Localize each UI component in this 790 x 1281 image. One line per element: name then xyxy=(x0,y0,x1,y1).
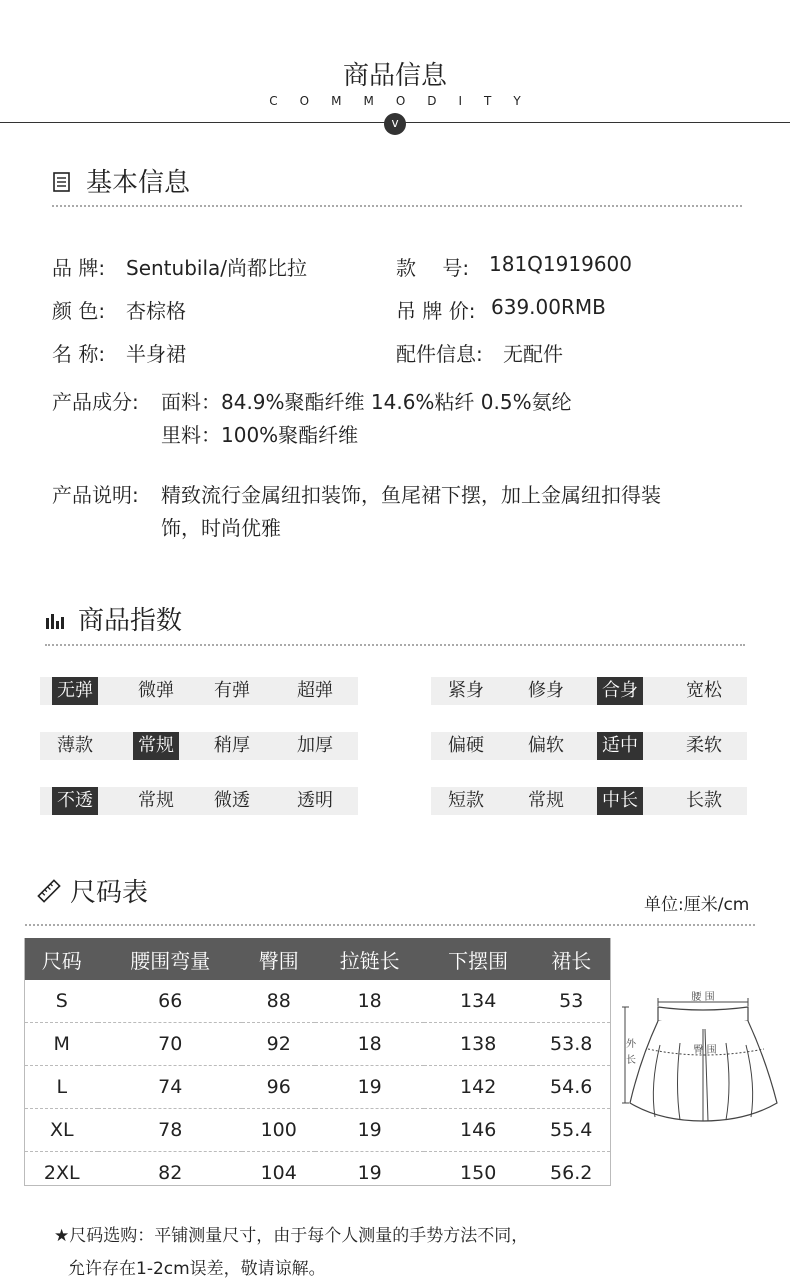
size-cell: 19 xyxy=(315,1109,423,1152)
index-option-left: 稍厚 xyxy=(214,735,250,756)
ruler-icon xyxy=(37,879,61,903)
composition-line-1: 面料：84.9%聚酯纤维 14.6%粘纤 0.5%氨纶 xyxy=(161,390,572,414)
index-option-left: 不透 xyxy=(52,787,98,815)
page-subtitle: COMMODITY xyxy=(269,94,543,108)
size-cell: 70 xyxy=(98,1023,241,1066)
size-cell: 19 xyxy=(315,1066,423,1109)
size-cell: 54.6 xyxy=(532,1066,610,1109)
description-line-2: 饰，时尚优雅 xyxy=(161,516,281,540)
index-option-right: 修身 xyxy=(528,680,564,701)
size-cell: 53 xyxy=(532,980,610,1023)
index-option-right: 中长 xyxy=(597,787,643,815)
index-option-right: 宽松 xyxy=(686,680,722,701)
diagram-waist-label: 腰 围 xyxy=(691,992,715,1003)
unit-label: 单位:厘米/cm xyxy=(644,895,750,915)
tag-price-label: 吊 牌 价: xyxy=(396,299,476,323)
index-option-right: 偏软 xyxy=(528,735,564,756)
size-cell: 96 xyxy=(242,1066,315,1109)
size-cell: 18 xyxy=(315,1023,423,1066)
index-option-left: 有弹 xyxy=(214,680,250,701)
index-option-left: 常规 xyxy=(133,732,179,760)
index-option-left: 超弹 xyxy=(297,680,333,701)
size-cell: 55.4 xyxy=(532,1109,610,1152)
brand-value: Sentubila/尚都比拉 xyxy=(126,256,307,280)
style-number-value: 181Q1919600 xyxy=(489,252,632,276)
chevron-down-icon: v xyxy=(384,113,406,135)
accessory-value: 无配件 xyxy=(503,342,563,366)
document-icon xyxy=(53,172,71,192)
size-cell: 66 xyxy=(98,980,241,1023)
size-cell: 56.2 xyxy=(550,1162,593,1184)
size-note-line-2: 允许存在1-2cm误差，敬请谅解。 xyxy=(68,1259,326,1279)
basic-info-heading: 基本信息 xyxy=(86,168,191,198)
size-column-header: 尺码 xyxy=(25,938,98,980)
index-option-right: 柔软 xyxy=(686,735,722,756)
brand-label: 品 牌: xyxy=(52,256,106,280)
size-cell: S xyxy=(25,980,98,1023)
size-divider xyxy=(25,924,755,926)
index-option-right: 紧身 xyxy=(448,680,484,701)
composition-label: 产品成分: xyxy=(52,390,139,414)
index-option-right: 短款 xyxy=(448,790,484,811)
tag-price-value: 639.00RMB xyxy=(491,295,606,319)
size-cell: 92 xyxy=(242,1023,315,1066)
table-row xyxy=(25,1152,610,1195)
size-cell: 88 xyxy=(242,980,315,1023)
index-option-right: 偏硬 xyxy=(448,735,484,756)
table-row xyxy=(25,980,610,1023)
size-cell: 142 xyxy=(424,1066,532,1109)
bar-chart-icon xyxy=(45,612,65,630)
size-note-line-1: ★尺码选购：平铺测量尺寸，由于每个人测量的手势方法不同， xyxy=(54,1226,529,1246)
index-option-left: 无弹 xyxy=(52,677,98,705)
color-value: 杏棕格 xyxy=(126,299,186,323)
index-option-left: 加厚 xyxy=(297,735,333,756)
size-cell: 18 xyxy=(315,980,423,1023)
size-table xyxy=(25,938,610,1194)
index-option-right: 常规 xyxy=(528,790,564,811)
size-cell: 19 xyxy=(357,1162,382,1184)
index-option-left: 微透 xyxy=(214,790,250,811)
page-title: 商品信息 xyxy=(342,61,447,91)
description-label: 产品说明: xyxy=(52,483,139,507)
index-option-left: 薄款 xyxy=(57,735,93,756)
size-cell: 78 xyxy=(98,1109,241,1152)
size-cell: 53.8 xyxy=(532,1023,610,1066)
product-name-label: 名 称: xyxy=(52,342,106,366)
size-column-header: 腰围弯量 xyxy=(98,938,241,980)
size-cell: 74 xyxy=(98,1066,241,1109)
size-column-header: 拉链长 xyxy=(315,938,423,980)
table-row xyxy=(25,1109,610,1152)
color-label: 颜 色: xyxy=(52,299,106,323)
size-cell: 146 xyxy=(424,1109,532,1152)
size-cell: 2XL xyxy=(43,1162,80,1184)
index-option-left: 常规 xyxy=(138,790,174,811)
accessory-label: 配件信息: xyxy=(396,342,483,366)
size-chart-heading: 尺码表 xyxy=(70,878,149,908)
index-option-left: 透明 xyxy=(297,790,333,811)
table-row xyxy=(25,1023,610,1066)
index-option-right: 长款 xyxy=(686,790,722,811)
diagram-hip-label: 臀 围 xyxy=(693,1045,717,1056)
size-cell: 104 xyxy=(260,1162,297,1184)
table-row xyxy=(25,1066,610,1109)
size-cell: M xyxy=(25,1023,98,1066)
size-cell: L xyxy=(25,1066,98,1109)
diagram-length-label-1: 外 xyxy=(626,1039,636,1050)
size-cell: XL xyxy=(25,1109,98,1152)
index-heading: 商品指数 xyxy=(78,606,183,636)
description-line-1: 精致流行金属纽扣装饰，鱼尾裙下摆，加上金属纽扣得装 xyxy=(161,483,661,507)
skirt-diagram xyxy=(620,985,785,1125)
size-cell: 138 xyxy=(424,1023,532,1066)
product-name-value: 半身裙 xyxy=(126,342,186,366)
composition-line-2: 里料：100%聚酯纤维 xyxy=(161,423,359,447)
index-option-right: 合身 xyxy=(597,677,643,705)
diagram-length-label-2: 长 xyxy=(626,1055,636,1066)
size-column-header: 下摆围 xyxy=(424,938,532,980)
index-option-right: 适中 xyxy=(597,732,643,760)
size-cell: 134 xyxy=(424,980,532,1023)
size-cell: 150 xyxy=(460,1162,497,1184)
index-option-left: 微弹 xyxy=(138,680,174,701)
index-divider xyxy=(45,644,745,646)
size-cell: 82 xyxy=(158,1162,183,1184)
size-column-header: 裙长 xyxy=(532,938,610,980)
style-number-label: 款 号: xyxy=(396,256,470,280)
size-cell: 100 xyxy=(242,1109,315,1152)
size-column-header: 臀围 xyxy=(242,938,315,980)
basic-info-divider xyxy=(52,205,742,207)
